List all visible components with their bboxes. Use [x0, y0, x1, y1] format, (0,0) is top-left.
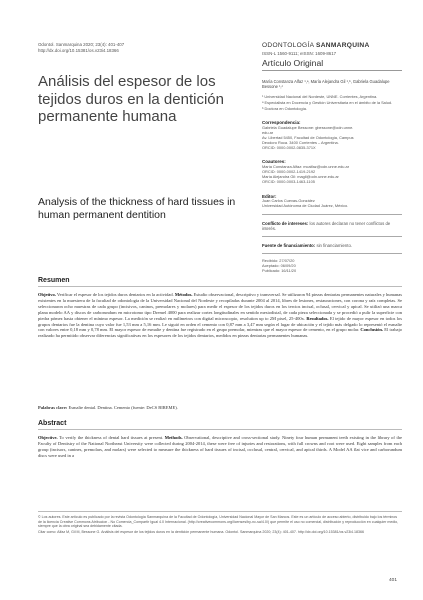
date-accepted: Aceptado: 06/09/20 [262, 263, 296, 269]
funding-text: sin financiamiento. [315, 243, 353, 249]
page-footer [38, 515, 402, 536]
coauthors-heading: Coautores: [262, 159, 286, 165]
resumen-heading: Resumen [38, 277, 402, 287]
correspondence-block [262, 126, 402, 151]
conflict-of-interest [262, 221, 402, 231]
editor-heading: Editor: [262, 193, 277, 199]
editor-block [262, 199, 402, 209]
sidebar-divider [262, 236, 402, 237]
coauthor-line: María Constanza Alfaz: mcalfaz@odn.unne.edu.ar [262, 163, 349, 169]
resumen-text: Objetivo. Verificar el espesor de los tejidos duros dentarios en la actividad. Métodos. Estudio observacional, descriptivo y transversal. Se utilizaron 94 piezas dentarias permanentes naturales y humanas existentes en la muestrera de la facultad de odontología de la Universidad Nacional del Nordeste y recopiladas durante 2004 al 2014, libres de lesiones, restauraciones, con corona y raíz completas. Se seleccionaron ocho muestras de cada grupo (incisivos, caninos, premolares y molares) para medir el espesor de los tejidos duros en los tercios incisal, oclusal, cervical y apical. Se utilizó una marca plana modelo AA y discos de carborundum en microtomo tipo Dremel 4000 para realizar cortes longitudinales en sentido mesiodistal, de cada pieza seleccionada y se procedió a pulir la superficie con piedra pómez hasta obtener el mínimo espesor. La medición se realizó en milímetros con digital microscopio, resolution up to 2M pixel, 25-400x. Resultados. El tejido de mayor espesor en todos los grupos dentarios fue la dentina cuyo valor fue 1,53 mm a 5,16 mm. Le siguió en orden el cemento con 0,87 mm a 3,47 mm según el lugar de ubicación y el tejido más delgado lo representó el esmalte con valores entre 0,18 mm y 0,78 mm. El mayor espesor de esmalte y dentina fue registrado en el grupo premolar, mientras que el mayor espesor de cemento, en el grupo molar. Conclusión. El trabajo realizado ha permitido observar diferencias significativas en los espesores de los tejidos dentarios, medidos en piezas dentarias permanentes humanas. [38, 292, 403, 339]
article-sidebar [262, 42, 402, 274]
journal-name-bold: SANMARQUINA [316, 42, 370, 49]
editor-line: Universidad Autónoma de Ciudad Juárez, México. [262, 202, 349, 208]
conflict-text: los autores declaran no tener conflictos de interés. [262, 220, 391, 232]
correspondence-line: edu.ar [262, 129, 274, 135]
journal-name [262, 42, 402, 50]
conflict-label: Conflicto de intereses: [262, 220, 309, 226]
issn-line: ISSN-L 1560-9111; eISSN: 1609-8617 [262, 51, 337, 56]
abstract-heading: Abstract [38, 420, 402, 430]
keywords-text: Esmalte dental. Dentina. Cemento (fuente: DeCS BIREME). [67, 405, 178, 410]
footer-divider [38, 511, 402, 512]
affiliation-item: ᵃ Especialista en Docencia y Gestión Universitaria en el ámbito de la Salud. [262, 100, 393, 106]
affiliation-item: ᵇ Doctora en Odontología. [262, 106, 307, 112]
article-type: Artículo Original [262, 58, 402, 71]
article-title-english: Analysis of the thickness of hard tissues in human permanent dentition [38, 196, 236, 221]
keywords-label: Palabras clave: [38, 405, 68, 410]
license-note: © Los autores. Este artículo es publicado por la revista Odontología Sanmarquina de la Facultad de Odontología, Universidad Nacional Mayor de San Marcos. Este es un artículo de acceso abierto, distribuido bajo los términos de la licencia Creative Commons Atribucion - No Comercia_Compartir Igual 4.0 Internacional. (http://creativecommons.org/licenses/by-nc-sa/4.0/) que permite el uso no comercial, distribución y reproducción en cualquier medio, siempre que la obra original sea debidamente citada. [38, 515, 399, 529]
dates-block [262, 259, 402, 274]
funding-label: Fuente de financiamiento: [262, 243, 316, 249]
editor-line: Juan Carlos Cuevas-González [262, 198, 315, 204]
left-header-column [38, 42, 256, 126]
coauthor-line: María Alejandra Gil: magil@odn.unne.edu.ar [262, 173, 339, 179]
funding-source [262, 243, 402, 248]
correspondence-line: ORCID: 0000-0002-0835-371X [262, 144, 316, 150]
affiliation-item: ¹ Universidad Nacional del Nordeste, UNNE. Corrientes, Argentina. [262, 94, 378, 100]
journal-name-regular: ODONTOLOGÍA [262, 42, 317, 49]
correspondence-line: Gabriela Guadalupe Bessone: gbessone@odn.unne. [262, 124, 354, 130]
author-list: María Constanza Alfaz ¹,ᵃ, María Alejandra Gil ¹,ᵇ, Gabriela Guadalupe Bessone ¹,ᶜ [262, 79, 390, 90]
keywords-line [38, 405, 402, 411]
citation-line: Odontol. Sanmarquina 2020; 23(4): 401-407 [38, 42, 125, 47]
correspondence-line: Av. Libertad 5450, Facultad de Odontología, Campus [262, 134, 354, 140]
sidebar-divider [262, 253, 402, 254]
abstract-text: Objective. To verify the thickness of dental hard tissues at present. Methods. Observational, descriptive and cross-sectional study. Ninety four human permanent teeth existing in the library of the Faculty of Dentistry of the National Northeast University were collected during 2004-2014, these were free of injuries and restorations, with full crowns and root were used. Eight samples from each group (incisors, canines, premolars, and molars) were selected to measure the thickness of hard tissues of incisal, occlusal, central, cervical, and apical thirds. A Model AA flat vice and carborundum discs were used in a [38, 435, 402, 458]
article-title-spanish: Análisis del espesor de los tejidos duros en la dentición permanente humana [38, 73, 224, 125]
doi-link[interactable]: http://dx.doi.org/10.15381/os.v23i4.18366 [38, 48, 119, 53]
affiliations [262, 94, 402, 111]
correspondence-heading: Correspondencia: [262, 120, 301, 126]
date-published: Publicado: 16/11/20 [262, 268, 297, 274]
coauthor-line: ORCID: 0000-0003-1463-1105 [262, 178, 315, 184]
citation-note: Citar como: Alfaz M, Gil M, Bessone G. Análisis del espesor de los tejidos duros en la dentición permanente humana. Odontol. Sanmarquina 2020; 23(4): 401-407. http://dx.doi.org/10.15381/os.v23i4.18366 [38, 530, 365, 535]
coauthors-block [262, 165, 402, 185]
sidebar-divider [262, 214, 402, 215]
correspondence-line: Deodoro Roca. 3400 Corrientes – Argentina. [262, 139, 339, 145]
date-received: Recibido: 27/07/20 [262, 258, 295, 264]
page-number: 401 [389, 578, 398, 583]
coauthor-line: ORCID: 0000-0002-1419-2192 [262, 168, 316, 174]
